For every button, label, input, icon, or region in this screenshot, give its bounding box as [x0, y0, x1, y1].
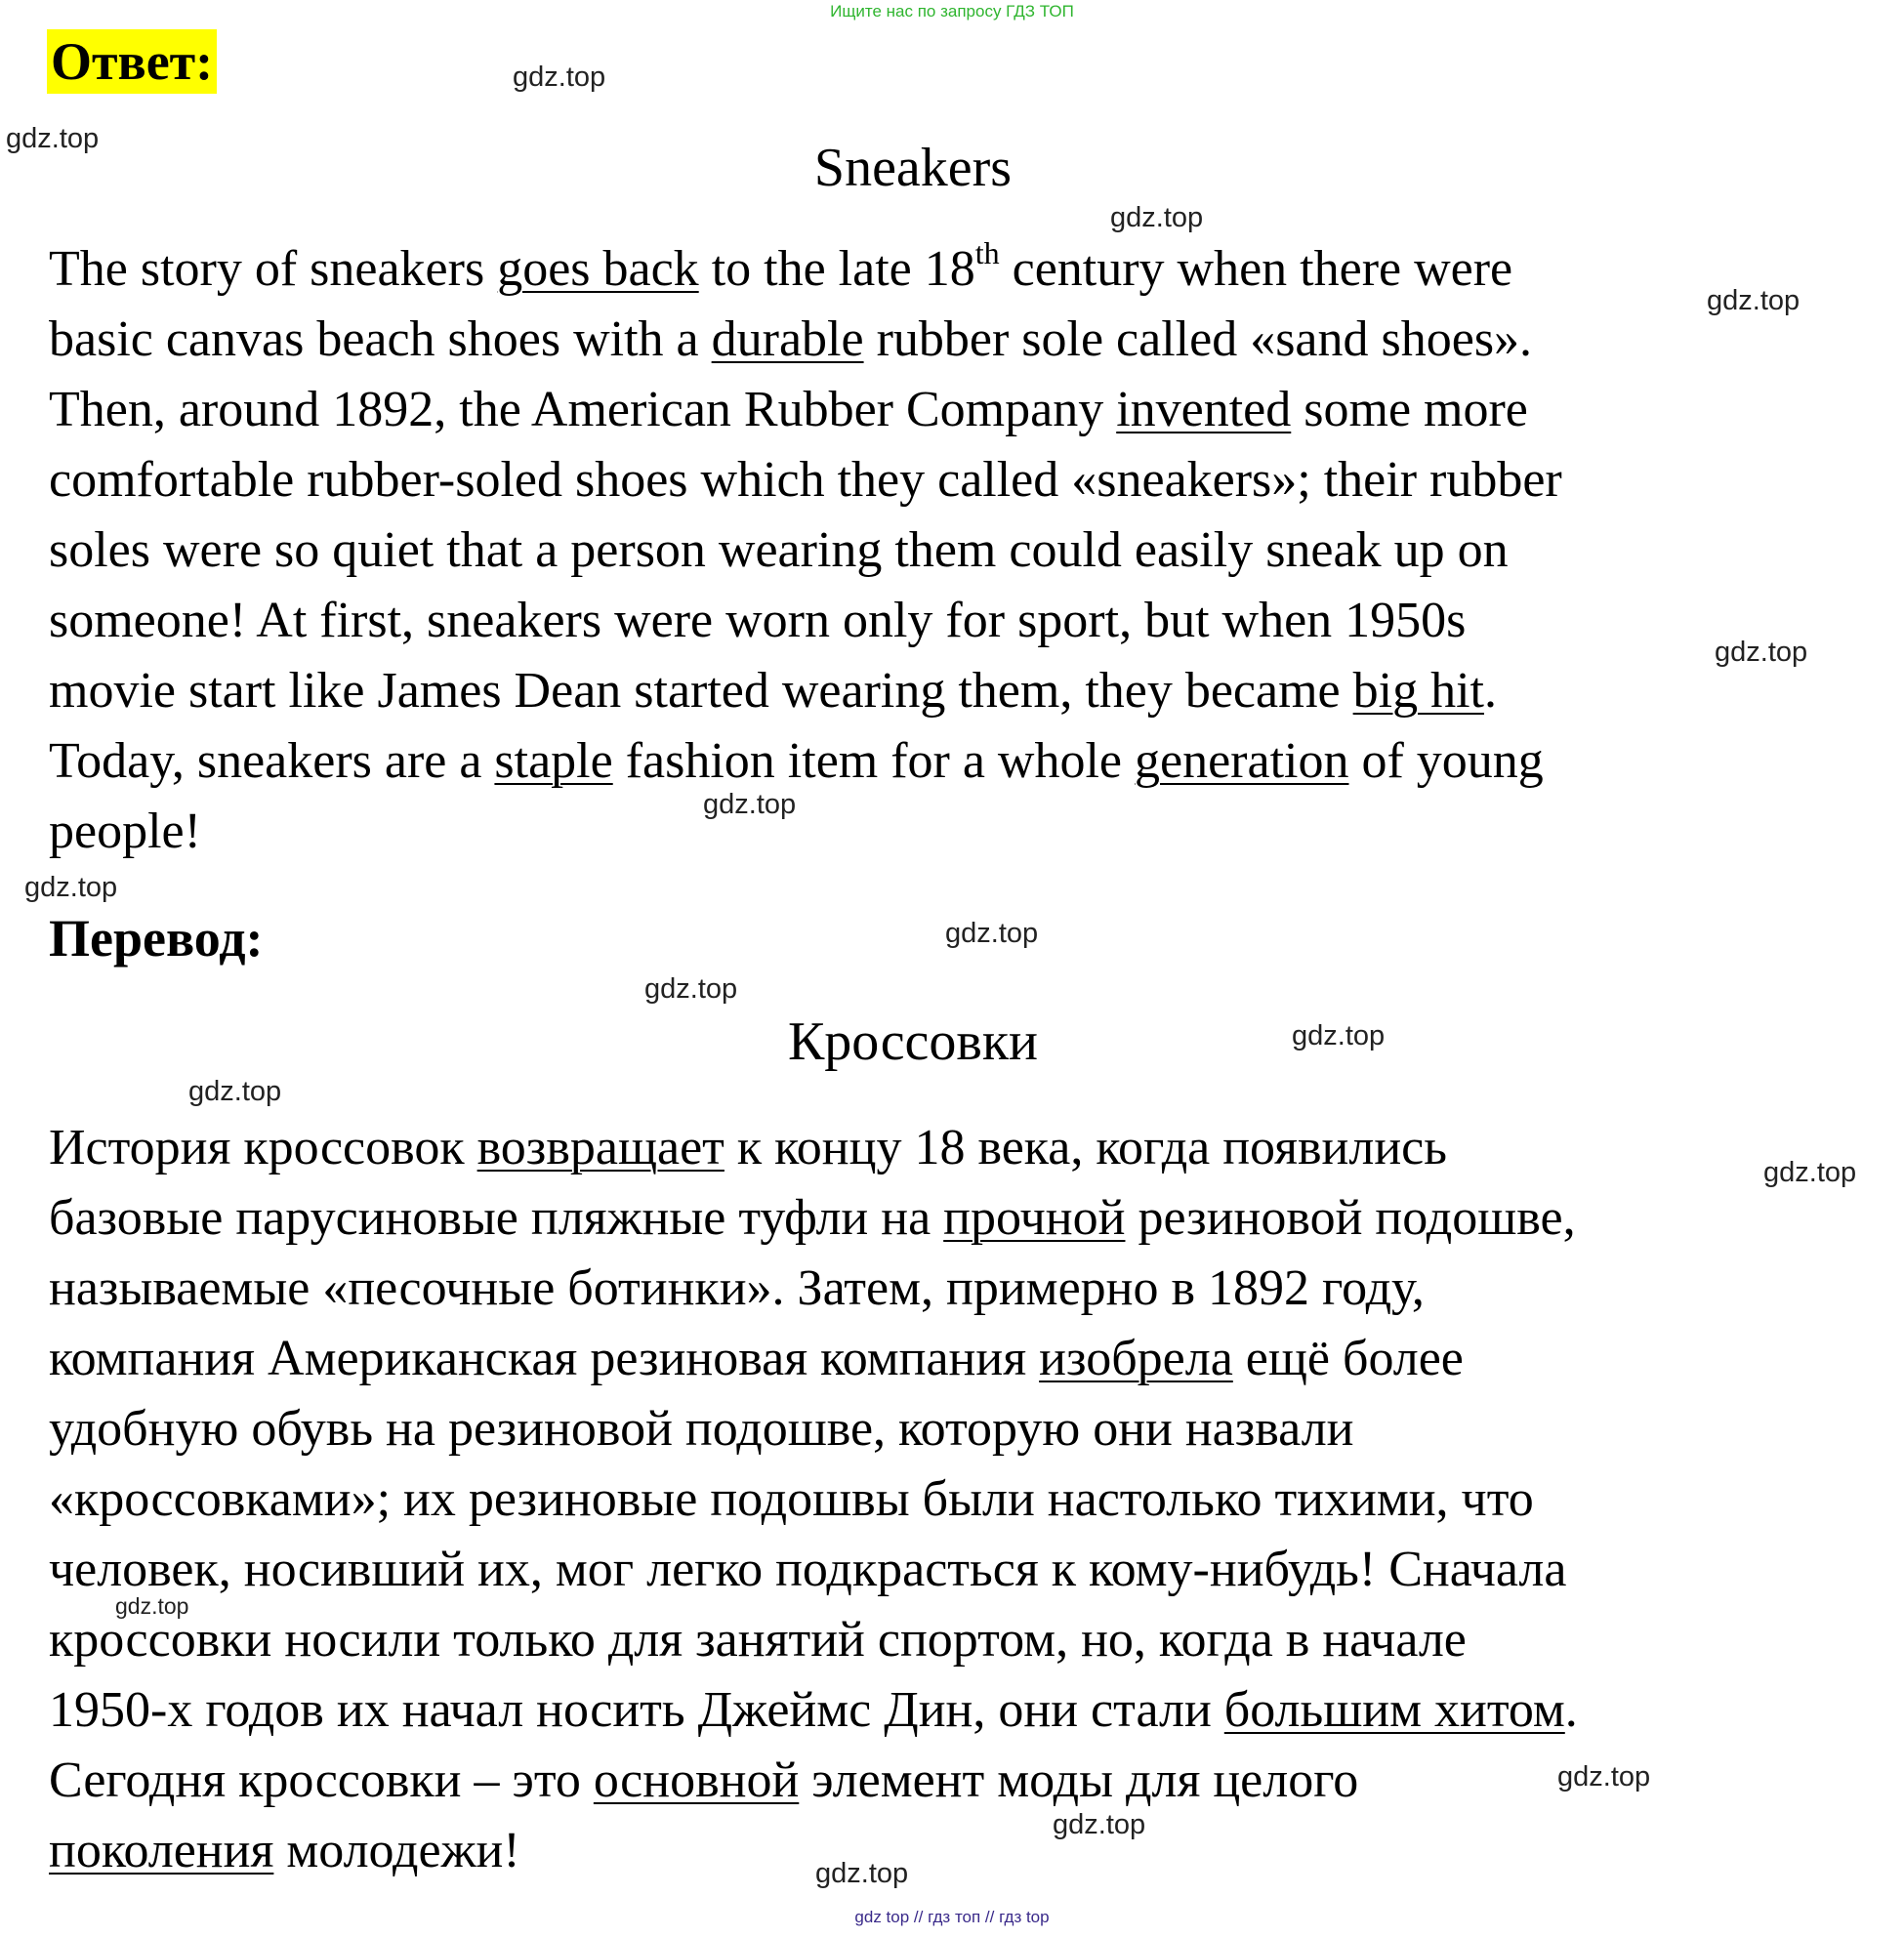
watermark: gdz.top — [1763, 1157, 1857, 1188]
russian-line — [49, 1113, 1836, 1183]
russian-line — [49, 1675, 1836, 1746]
text-run: компания Американская резиновая компания — [49, 1331, 1040, 1386]
text-run: человек, носивший их, мог легко подкрасться к кому-нибудь! Сначала — [49, 1542, 1567, 1597]
text-run: of young — [1348, 733, 1544, 789]
text-run: История кроссовок — [49, 1120, 477, 1175]
answer-label: Ответ: — [47, 29, 217, 94]
text-run: someone! At first, sneakers were worn only for sport, but when 1950s — [49, 593, 1467, 648]
text-run: rubber sole called «sand shoes». — [863, 311, 1533, 367]
watermark: gdz.top — [1292, 1020, 1386, 1051]
watermark: gdz.top — [1110, 202, 1204, 233]
underlined-term: основной — [593, 1752, 800, 1808]
underlined-term: возвращает — [476, 1120, 724, 1175]
underlined-term: staple — [494, 733, 613, 789]
watermark: gdz.top — [513, 62, 606, 93]
russian-line — [49, 1535, 1836, 1605]
underlined-term: прочной — [943, 1190, 1126, 1246]
english-line — [49, 726, 1836, 797]
watermark: gdz.top — [188, 1076, 282, 1107]
text-run: базовые парусиновые пляжные туфли на — [49, 1190, 944, 1246]
russian-title: Кроссовки — [787, 1011, 1039, 1072]
russian-line — [49, 1816, 1836, 1886]
text-run: называемые «песочные ботинки». Затем, примерно в 1892 году, — [49, 1260, 1425, 1316]
text-run: Then, around 1892, the American Rubber Company — [49, 382, 1117, 437]
text-run: к концу 18 века, когда появились — [724, 1120, 1447, 1175]
watermark: gdz.top — [1557, 1761, 1651, 1793]
text-run: Сегодня кроссовки – это — [49, 1752, 594, 1808]
text-run: молодежи! — [273, 1823, 520, 1878]
russian-line — [49, 1254, 1836, 1324]
footer-watermark: gdz top // гдз топ // гдз top — [854, 1908, 1050, 1926]
english-line — [49, 797, 1836, 867]
watermark: gdz.top — [945, 918, 1039, 949]
text-run: 1950-х годов их начал носить Джеймс Дин, они стали — [49, 1682, 1224, 1738]
underlined-term: поколения — [49, 1823, 274, 1878]
text-run: fashion item for a whole — [612, 733, 1136, 789]
search-hint-banner: Ищите нас по запросу ГДЗ ТОП — [830, 2, 1074, 21]
english-paragraph — [49, 234, 1836, 867]
watermark: gdz.top — [6, 123, 100, 154]
text-run: «кроссовками»; их резиновые подошвы были настолько тихими, что — [49, 1471, 1534, 1527]
text-run: удобную обувь на резиновой подошве, которую они назвали — [49, 1401, 1354, 1457]
text-run: . — [1483, 663, 1497, 719]
text-run: резиновой подошве, — [1125, 1190, 1576, 1246]
superscript: th — [974, 234, 1000, 270]
underlined-term: goes back — [497, 241, 699, 297]
watermark: gdz.top — [815, 1858, 909, 1889]
watermark: gdz.top — [1053, 1809, 1146, 1840]
text-run: ещё более — [1232, 1331, 1464, 1386]
english-line — [49, 234, 1836, 305]
english-line — [49, 515, 1836, 586]
text-run: movie start like James Dean started wearing them, they became — [49, 663, 1353, 719]
translation-label: Перевод: — [49, 909, 264, 968]
text-run: century when there were — [999, 241, 1513, 297]
text-run: people! — [49, 804, 201, 859]
russian-line — [49, 1394, 1836, 1464]
underlined-term: durable — [711, 311, 864, 367]
underlined-term: generation — [1135, 733, 1349, 789]
russian-line — [49, 1324, 1836, 1394]
text-run: . — [1564, 1682, 1578, 1738]
text-run: Today, sneakers are a — [49, 733, 495, 789]
text-run: soles were so quiet that a person wearing them could easily sneak up on — [49, 522, 1509, 578]
english-line — [49, 445, 1836, 515]
watermark: gdz.top — [115, 1593, 189, 1619]
watermark: gdz.top — [1707, 285, 1801, 316]
text-run: to the late 18 — [698, 241, 975, 297]
text-run: comfortable rubber-soled shoes which they called «sneakers»; their rubber — [49, 452, 1562, 508]
watermark: gdz.top — [24, 872, 118, 903]
english-title: Sneakers — [813, 138, 1013, 198]
text-run: some more — [1291, 382, 1528, 437]
text-run: кроссовки носили только для занятий спортом, но, когда в начале — [49, 1612, 1467, 1668]
russian-line — [49, 1464, 1836, 1535]
english-line — [49, 375, 1836, 445]
underlined-term: изобрела — [1039, 1331, 1233, 1386]
watermark: gdz.top — [644, 973, 738, 1005]
underlined-term: big hit — [1352, 663, 1484, 719]
english-line — [49, 656, 1836, 726]
russian-line — [49, 1183, 1836, 1254]
english-line — [49, 586, 1836, 656]
underlined-term: большим хитом — [1223, 1682, 1565, 1738]
text-run: The story of sneakers — [49, 241, 498, 297]
text-run: элемент моды для целого — [799, 1752, 1359, 1808]
watermark: gdz.top — [703, 789, 797, 820]
watermark: gdz.top — [1715, 637, 1808, 668]
english-line — [49, 305, 1836, 375]
underlined-term: invented — [1116, 382, 1292, 437]
text-run: basic canvas beach shoes with a — [49, 311, 712, 367]
russian-line — [49, 1605, 1836, 1675]
